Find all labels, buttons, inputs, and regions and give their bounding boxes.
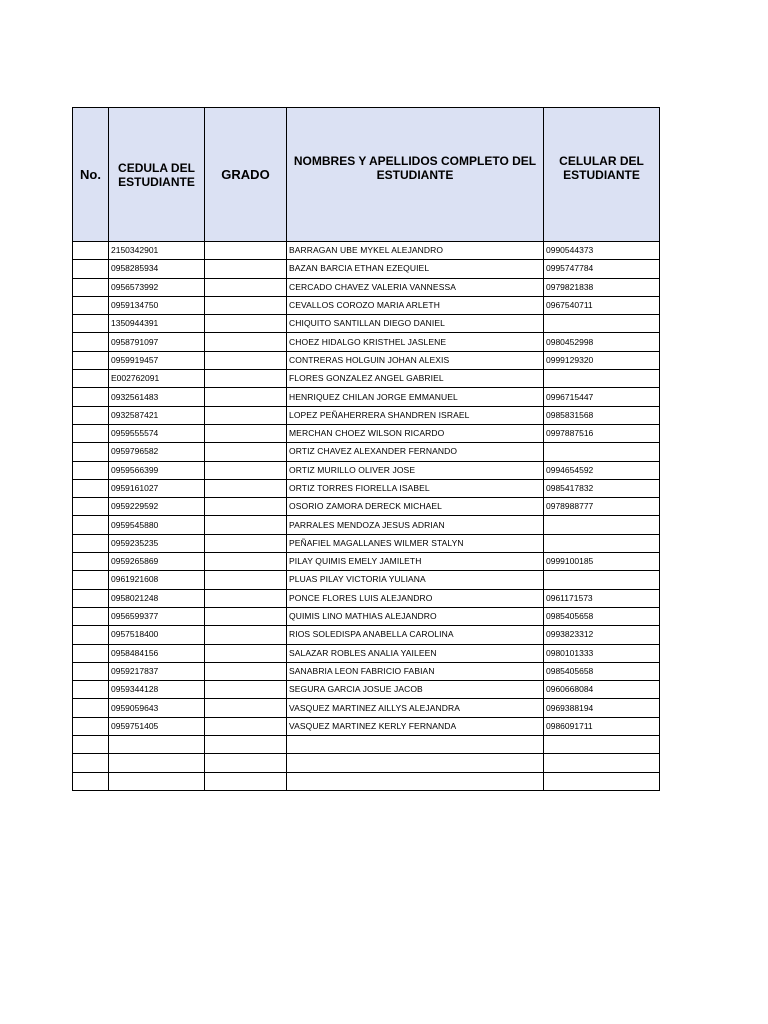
table-row bbox=[73, 278, 660, 296]
table-body bbox=[73, 242, 660, 791]
cell-cedula: 0958484156 bbox=[109, 644, 205, 662]
cell-nombre: SEGURA GARCIA JOSUE JACOB bbox=[287, 681, 544, 699]
cell-nombre: CHIQUITO SANTILLAN DIEGO DANIEL bbox=[287, 315, 544, 333]
cell-cedula: 0958021248 bbox=[109, 589, 205, 607]
cell-no bbox=[73, 370, 109, 388]
cell-cedula: 0958285934 bbox=[109, 260, 205, 278]
cell-no bbox=[73, 333, 109, 351]
header-nombres-label: NOMBRES Y APELLIDOS COMPLETO DEL ESTUDIANTE bbox=[293, 153, 537, 182]
cell-cedula bbox=[109, 772, 205, 790]
cell-no bbox=[73, 644, 109, 662]
cell-no bbox=[73, 242, 109, 260]
cell-celular bbox=[544, 516, 660, 534]
cell-nombre: FLORES GONZALEZ ANGEL GABRIEL bbox=[287, 370, 544, 388]
table-row bbox=[73, 607, 660, 625]
cell-nombre: CONTRERAS HOLGUIN JOHAN ALEXIS bbox=[287, 351, 544, 369]
cell-grado bbox=[205, 571, 287, 589]
table-row bbox=[73, 424, 660, 442]
cell-no bbox=[73, 534, 109, 552]
cell-nombre: ORTIZ TORRES FIORELLA ISABEL bbox=[287, 479, 544, 497]
cell-cedula: 0959161027 bbox=[109, 479, 205, 497]
cell-celular bbox=[544, 534, 660, 552]
cell-celular bbox=[544, 772, 660, 790]
cell-grado bbox=[205, 644, 287, 662]
cell-nombre: PONCE FLORES LUIS ALEJANDRO bbox=[287, 589, 544, 607]
cell-nombre: HENRIQUEZ CHILAN JORGE EMMANUEL bbox=[287, 388, 544, 406]
table-row bbox=[73, 662, 660, 680]
cell-nombre: CHOEZ HIDALGO KRISTHEL JASLENE bbox=[287, 333, 544, 351]
cell-no bbox=[73, 589, 109, 607]
cell-celular bbox=[544, 315, 660, 333]
cell-nombre: MERCHAN CHOEZ WILSON RICARDO bbox=[287, 424, 544, 442]
header-grado: GRADO bbox=[205, 108, 287, 242]
table-row bbox=[73, 498, 660, 516]
cell-grado bbox=[205, 736, 287, 754]
table-row bbox=[73, 406, 660, 424]
cell-grado bbox=[205, 699, 287, 717]
cell-nombre: RIOS SOLEDISPA ANABELLA CAROLINA bbox=[287, 626, 544, 644]
cell-grado bbox=[205, 278, 287, 296]
table-row bbox=[73, 589, 660, 607]
table-row bbox=[73, 315, 660, 333]
cell-cedula: 0959919457 bbox=[109, 351, 205, 369]
table-row bbox=[73, 534, 660, 552]
table-row bbox=[73, 333, 660, 351]
cell-grado bbox=[205, 315, 287, 333]
header-nombres bbox=[287, 108, 544, 242]
cell-no bbox=[73, 754, 109, 772]
cell-celular: 0994654592 bbox=[544, 461, 660, 479]
cell-cedula: 0959134750 bbox=[109, 296, 205, 314]
cell-grado bbox=[205, 242, 287, 260]
cell-cedula: 0959555574 bbox=[109, 424, 205, 442]
cell-nombre: QUIMIS LINO MATHIAS ALEJANDRO bbox=[287, 607, 544, 625]
table-row bbox=[73, 736, 660, 754]
cell-grado bbox=[205, 534, 287, 552]
cell-grado bbox=[205, 754, 287, 772]
cell-grado bbox=[205, 406, 287, 424]
cell-no bbox=[73, 388, 109, 406]
cell-cedula: 0957518400 bbox=[109, 626, 205, 644]
header-row bbox=[73, 108, 660, 242]
table-row bbox=[73, 351, 660, 369]
cell-cedula: 0932561483 bbox=[109, 388, 205, 406]
cell-nombre: VASQUEZ MARTINEZ AILLYS ALEJANDRA bbox=[287, 699, 544, 717]
student-table bbox=[72, 107, 660, 791]
cell-celular: 0967540711 bbox=[544, 296, 660, 314]
cell-grado bbox=[205, 772, 287, 790]
cell-nombre: PLUAS PILAY VICTORIA YULIANA bbox=[287, 571, 544, 589]
cell-grado bbox=[205, 479, 287, 497]
cell-celular: 0969388194 bbox=[544, 699, 660, 717]
cell-no bbox=[73, 772, 109, 790]
table-row bbox=[73, 571, 660, 589]
cell-celular bbox=[544, 443, 660, 461]
cell-no bbox=[73, 736, 109, 754]
table-row bbox=[73, 370, 660, 388]
cell-celular: 0995747784 bbox=[544, 260, 660, 278]
cell-grado bbox=[205, 424, 287, 442]
cell-grado bbox=[205, 516, 287, 534]
cell-celular: 0960668084 bbox=[544, 681, 660, 699]
cell-cedula: 0958791097 bbox=[109, 333, 205, 351]
cell-celular: 0961171573 bbox=[544, 589, 660, 607]
cell-celular: 0980101333 bbox=[544, 644, 660, 662]
cell-celular: 0985405658 bbox=[544, 607, 660, 625]
cell-cedula bbox=[109, 754, 205, 772]
cell-cedula: 0956599377 bbox=[109, 607, 205, 625]
cell-cedula: 0959545880 bbox=[109, 516, 205, 534]
cell-celular: 0979821838 bbox=[544, 278, 660, 296]
cell-celular: 0980452998 bbox=[544, 333, 660, 351]
table-row bbox=[73, 260, 660, 278]
cell-cedula: 0959265869 bbox=[109, 553, 205, 571]
cell-cedula: 0959235235 bbox=[109, 534, 205, 552]
table-row bbox=[73, 681, 660, 699]
table-row bbox=[73, 516, 660, 534]
cell-nombre: PARRALES MENDOZA JESUS ADRIAN bbox=[287, 516, 544, 534]
table-row bbox=[73, 754, 660, 772]
cell-nombre: BARRAGAN UBE MYKEL ALEJANDRO bbox=[287, 242, 544, 260]
cell-grado bbox=[205, 461, 287, 479]
cell-grado bbox=[205, 370, 287, 388]
cell-no bbox=[73, 315, 109, 333]
cell-no bbox=[73, 571, 109, 589]
cell-nombre: BAZAN BARCIA ETHAN EZEQUIEL bbox=[287, 260, 544, 278]
cell-celular: 0999100185 bbox=[544, 553, 660, 571]
cell-cedula: 0959217837 bbox=[109, 662, 205, 680]
cell-no bbox=[73, 498, 109, 516]
cell-celular bbox=[544, 370, 660, 388]
cell-no bbox=[73, 607, 109, 625]
cell-cedula: 0959796582 bbox=[109, 443, 205, 461]
cell-no bbox=[73, 681, 109, 699]
cell-no bbox=[73, 699, 109, 717]
cell-nombre: CEVALLOS COROZO MARIA ARLETH bbox=[287, 296, 544, 314]
cell-no bbox=[73, 461, 109, 479]
cell-no bbox=[73, 424, 109, 442]
cell-grado bbox=[205, 626, 287, 644]
cell-cedula: 0932587421 bbox=[109, 406, 205, 424]
cell-no bbox=[73, 662, 109, 680]
cell-no bbox=[73, 278, 109, 296]
cell-nombre: OSORIO ZAMORA DERECK MICHAEL bbox=[287, 498, 544, 516]
cell-no bbox=[73, 443, 109, 461]
cell-cedula: 0959059643 bbox=[109, 699, 205, 717]
header-celular-label: CELULAR DEL ESTUDIANTE bbox=[559, 153, 644, 182]
cell-no bbox=[73, 406, 109, 424]
table-row bbox=[73, 479, 660, 497]
cell-celular: 0978988777 bbox=[544, 498, 660, 516]
cell-nombre bbox=[287, 754, 544, 772]
cell-celular bbox=[544, 736, 660, 754]
cell-celular: 0986091711 bbox=[544, 717, 660, 735]
cell-grado bbox=[205, 296, 287, 314]
table-row bbox=[73, 461, 660, 479]
cell-grado bbox=[205, 388, 287, 406]
cell-celular: 0985417832 bbox=[544, 479, 660, 497]
cell-cedula: 1350944391 bbox=[109, 315, 205, 333]
header-celular bbox=[544, 108, 660, 242]
cell-no bbox=[73, 626, 109, 644]
cell-nombre: PEÑAFIEL MAGALLANES WILMER STALYN bbox=[287, 534, 544, 552]
cell-celular: 0996715447 bbox=[544, 388, 660, 406]
cell-nombre: VASQUEZ MARTINEZ KERLY FERNANDA bbox=[287, 717, 544, 735]
cell-grado bbox=[205, 717, 287, 735]
cell-nombre bbox=[287, 772, 544, 790]
table-row bbox=[73, 626, 660, 644]
table-row bbox=[73, 443, 660, 461]
cell-no bbox=[73, 260, 109, 278]
table-row bbox=[73, 699, 660, 717]
cell-no bbox=[73, 296, 109, 314]
cell-cedula: 0959751405 bbox=[109, 717, 205, 735]
cell-nombre bbox=[287, 736, 544, 754]
cell-nombre: SALAZAR ROBLES ANALIA YAILEEN bbox=[287, 644, 544, 662]
cell-nombre: CERCADO CHAVEZ VALERIA VANNESSA bbox=[287, 278, 544, 296]
cell-grado bbox=[205, 333, 287, 351]
cell-cedula: 0959229592 bbox=[109, 498, 205, 516]
table-row bbox=[73, 388, 660, 406]
header-cedula: CEDULA DEL ESTUDIANTE bbox=[109, 108, 205, 242]
cell-nombre: LOPEZ PEÑAHERRERA SHANDREN ISRAEL bbox=[287, 406, 544, 424]
cell-cedula: 0959566399 bbox=[109, 461, 205, 479]
cell-grado bbox=[205, 443, 287, 461]
cell-grado bbox=[205, 553, 287, 571]
cell-celular: 0999129320 bbox=[544, 351, 660, 369]
cell-celular bbox=[544, 571, 660, 589]
cell-cedula: 2150342901 bbox=[109, 242, 205, 260]
table-row bbox=[73, 644, 660, 662]
cell-grado bbox=[205, 607, 287, 625]
cell-grado bbox=[205, 589, 287, 607]
cell-cedula: 0959344128 bbox=[109, 681, 205, 699]
cell-celular: 0985405658 bbox=[544, 662, 660, 680]
cell-no bbox=[73, 479, 109, 497]
table-row bbox=[73, 772, 660, 790]
table-row bbox=[73, 553, 660, 571]
cell-grado bbox=[205, 681, 287, 699]
cell-nombre: ORTIZ CHAVEZ ALEXANDER FERNANDO bbox=[287, 443, 544, 461]
cell-grado bbox=[205, 662, 287, 680]
cell-no bbox=[73, 717, 109, 735]
cell-no bbox=[73, 516, 109, 534]
cell-nombre: ORTIZ MURILLO OLIVER JOSE bbox=[287, 461, 544, 479]
table-row bbox=[73, 296, 660, 314]
cell-grado bbox=[205, 498, 287, 516]
cell-no bbox=[73, 351, 109, 369]
table-row bbox=[73, 242, 660, 260]
cell-celular: 0993823312 bbox=[544, 626, 660, 644]
cell-no bbox=[73, 553, 109, 571]
cell-celular: 0985831568 bbox=[544, 406, 660, 424]
cell-celular: 0990544373 bbox=[544, 242, 660, 260]
cell-cedula: 0961921608 bbox=[109, 571, 205, 589]
cell-cedula bbox=[109, 736, 205, 754]
table-row bbox=[73, 717, 660, 735]
cell-grado bbox=[205, 351, 287, 369]
cell-celular bbox=[544, 754, 660, 772]
cell-celular: 0997887516 bbox=[544, 424, 660, 442]
cell-nombre: SANABRIA LEON FABRICIO FABIAN bbox=[287, 662, 544, 680]
cell-cedula: 0956573992 bbox=[109, 278, 205, 296]
cell-cedula: E002762091 bbox=[109, 370, 205, 388]
cell-nombre: PILAY QUIMIS EMELY JAMILETH bbox=[287, 553, 544, 571]
header-no: No. bbox=[73, 108, 109, 242]
cell-grado bbox=[205, 260, 287, 278]
